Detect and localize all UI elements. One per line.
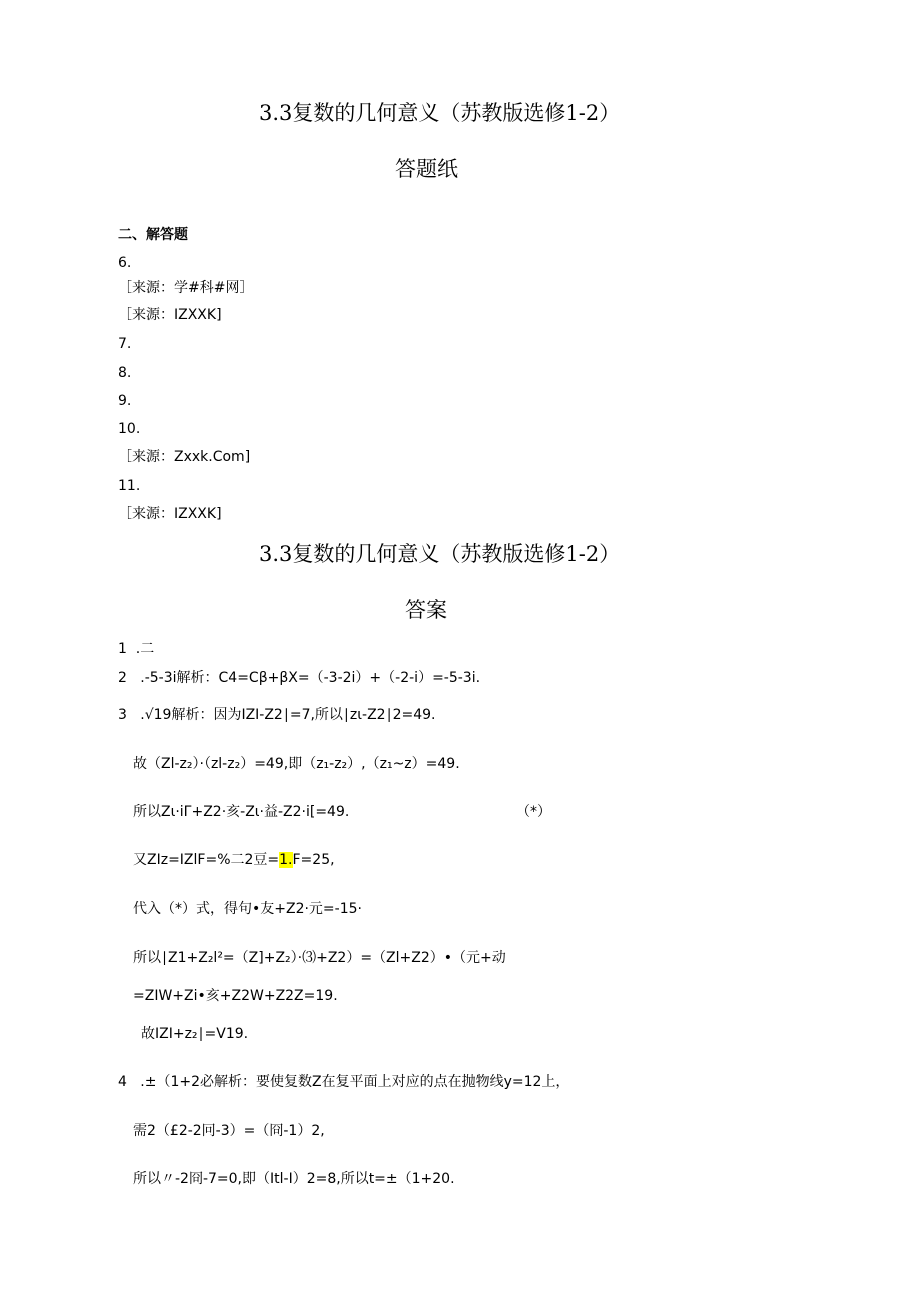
source-note: ［来源：IZXXK] <box>118 506 222 522</box>
answer-sheet-title: 3.3复数的几何意义（苏教版选修1-2） <box>259 101 621 125</box>
answer-3-step: 所以∣Z1+Z₂l²=（Z]+Z₂）·⑶+Z2）=（Zl+Z2）•（元+动 <box>133 950 506 966</box>
answer-3: 3 .√19解析：因为IZI-Z2∣=7,所以∣zι-Z2∣2=49. <box>118 707 436 723</box>
source-note: ［来源：Zxxk.Com] <box>118 449 251 465</box>
answer-3-step: 故IZI+z₂∣=V19. <box>141 1026 249 1042</box>
answer-1: 1 .二 <box>118 641 155 657</box>
answer-3-step: 所以Zι·iΓ+Z2·亥-Zι·益-Z2·i[=49. <box>133 804 350 820</box>
answer-3-step: 代入（*）式，得句•友+Z2·元=-15· <box>133 901 362 917</box>
answer-4: 4 .±（1+2必解析：要使复数Z在复平面上对应的点在抛物线y=12上， <box>118 1074 570 1090</box>
answer-3-step: =ZIW+Zi•亥+Z2W+Z2Z=19. <box>133 988 338 1004</box>
step-text: 又ZIz=IZlF=%二2豆= <box>133 852 280 868</box>
question-number: 9. <box>118 393 132 409</box>
question-number: 6. <box>118 255 132 271</box>
answer-4-step: 需2（£2-2冋-3）=（冏-1）2, <box>133 1123 325 1139</box>
answer-3-step: 故（Zl-z₂）·（zl-z₂）=49,即（z₁-z₂）,（z₁~z）=49. <box>133 756 460 772</box>
question-number: 7. <box>118 336 132 352</box>
question-number: 11. <box>118 478 141 494</box>
answer-2: 2 .-5-3i解析：C4=Cβ+βX=（-3-2i）+（-2-i）=-5-3i. <box>118 670 481 686</box>
equation-marker: （*） <box>516 804 551 820</box>
answers-title: 3.3复数的几何意义（苏教版选修1-2） <box>259 542 621 566</box>
answers-subtitle: 答案 <box>405 598 447 622</box>
question-number: 10. <box>118 421 141 437</box>
source-note: ［来源：IZXXK] <box>118 307 222 323</box>
highlighted-text: 1. <box>279 852 293 868</box>
answer-3-step <box>133 853 335 867</box>
question-number: 8. <box>118 365 132 381</box>
answer-sheet-subtitle: 答题纸 <box>395 157 458 181</box>
section-heading: 二、解答题 <box>118 227 188 243</box>
answer-4-step: 所以〃-2冏-7=0,即（Itl-I）2=8,所以t=±（1+20. <box>133 1171 455 1187</box>
step-text: F=25, <box>292 852 335 868</box>
source-note: ［来源：学#科#网］ <box>118 280 254 296</box>
